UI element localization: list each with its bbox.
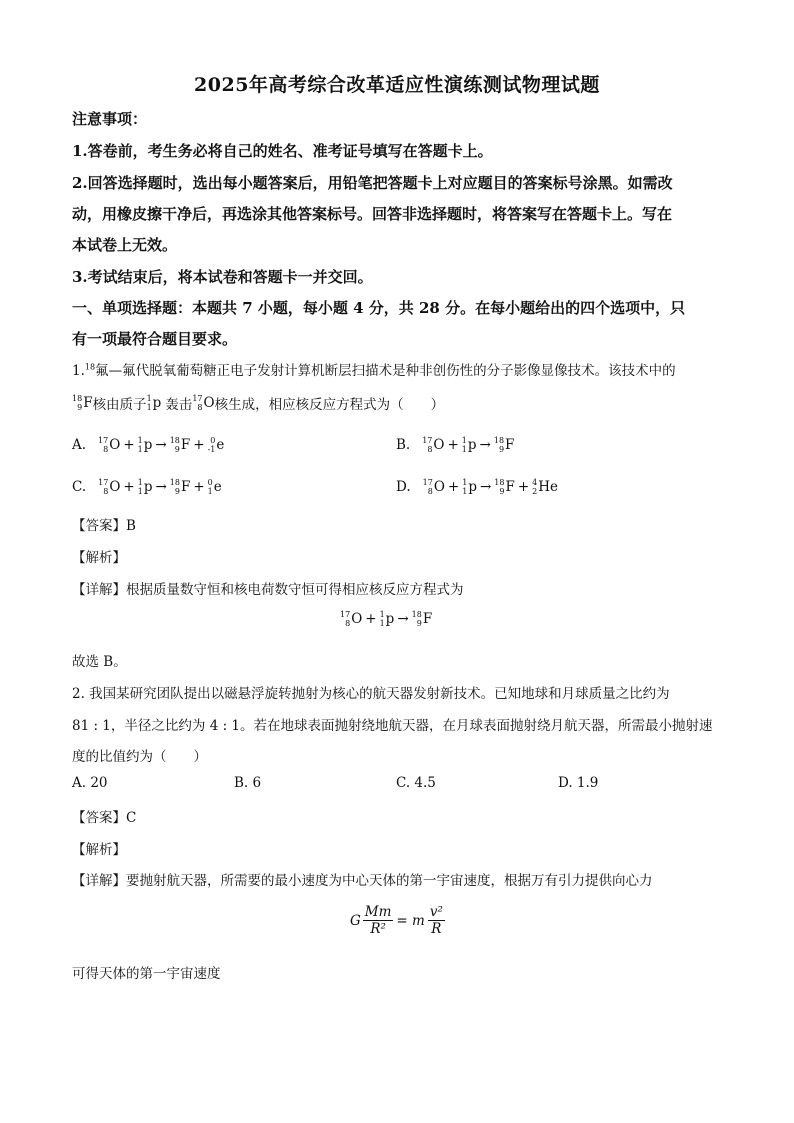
q2-detail: 【详解】要抛射航天器，所需要的最小速度为中心天体的第一宇宙速度，根据万有引力提供向心力 [72,873,653,889]
q1-analysis-tag: 【解析】 [72,550,126,566]
q1-mass-number: 18 [84,362,96,372]
section-heading-line-1: 一、单项选择题：本题共 7 小题，每小题 4 分，共 28 分。在每小题给出的四个选项中，只 [72,299,686,317]
q1-line-1 [72,359,676,379]
q2-analysis-tag: 【解析】 [72,842,126,858]
q2-option-d[interactable]: D. 1.9 [558,775,599,791]
notice-item-2-line-3: 本试卷上无效。 [72,236,178,254]
notice-item-2-line-1: 2.回答选择题时，选出每小题答案后，用铅笔把答题卡上对应题目的答案标号涂黑。如需改 [72,174,673,192]
page-title: 2025年高考综合改革适应性演练测试物理试题 [194,74,600,96]
nuclide-o17: 17 8 O [192,394,215,412]
q2-option-b[interactable]: B. 6 [234,775,262,791]
q2-line-3: 度的比值约为（ ） [72,749,207,765]
q1-line-1-text: 氟—氟代脱氧葡萄糖正电子发射计算机断层扫描术是种非创伤性的分子影像显像技术。该技术中的 [95,363,676,379]
q1-detail: 【详解】根据质量数守恒和核电荷数守恒可得相应核反应方程式为 [72,582,464,598]
notice-item-3: 3.考试结束后，将本试卷和答题卡一并交回。 [72,268,373,286]
q2-line-1: 2. 我国某研究团队提出以磁悬浮旋转抛射为核心的航天器发射新技术。已知地球和月球质量之比约为 [72,686,670,702]
option-c-label: C. [72,479,87,495]
q1-option-b[interactable]: B. 17 8 O + 1 1 p → 18 9 F [396,436,515,454]
notice-item-2-line-2: 动，用橡皮擦干净后，再选涂其他答案标号。回答非选择题时，将答案写在答题卡上。写在 [72,205,673,223]
q2-gravity-equation: G $\frac{Mm}{\text{R²}}$ = m $\frac{\text{v²}}{R}$ [350,904,443,937]
q1-line-2-c: 核生成，相应核反应方程式为（ ） [214,397,445,413]
q1-line-2-b: 轰击 [165,397,193,413]
q2-answer: 【答案】C [72,810,137,826]
option-a-label: A. [72,437,87,453]
section-heading-line-2: 有一项最符合题目要求。 [72,330,238,348]
q1-number: 1. [72,363,85,379]
q1-equation: 17 8 O + 1 1 p → 18 9 F [340,610,433,628]
q1-answer: 【答案】B [72,518,136,534]
q1-option-a[interactable]: A. 17 8 O + 1 1 p → 18 9 F + 0 -1 e [72,436,225,454]
nuclide-f18: 18 9 F [72,394,93,412]
q2-option-c[interactable]: C. 4.5 [396,775,436,791]
q1-line-2 [72,393,444,413]
q1-line-2-a: 核由质子 [92,397,147,413]
q1-conclusion: 故选 B。 [72,654,127,670]
option-b-label: B. [396,437,411,453]
notice-item-1: 1.答卷前，考生务必将自己的姓名、准考证号填写在答题卡上。 [72,142,493,160]
q2-line-2: 81 : 1，半径之比约为 4 : 1。若在地球表面抛射绕地航天器，在月球表面抛射绕月航天器，所需最小抛射速 [72,718,713,734]
nuclide-proton: 1 1 p [146,394,162,412]
q2-after-text: 可得天体的第一宇宙速度 [72,966,221,982]
option-d-label: D. [396,479,411,495]
q2-option-a[interactable]: A. 20 [72,775,108,791]
q1-option-d[interactable]: D. 17 8 O + 1 1 p → 18 9 F + 4 2 He [396,478,559,496]
q1-option-c[interactable]: C. 17 8 O + 1 1 p → 18 9 F + 0 1 e [72,478,222,496]
notice-heading: 注意事项： [72,110,148,128]
